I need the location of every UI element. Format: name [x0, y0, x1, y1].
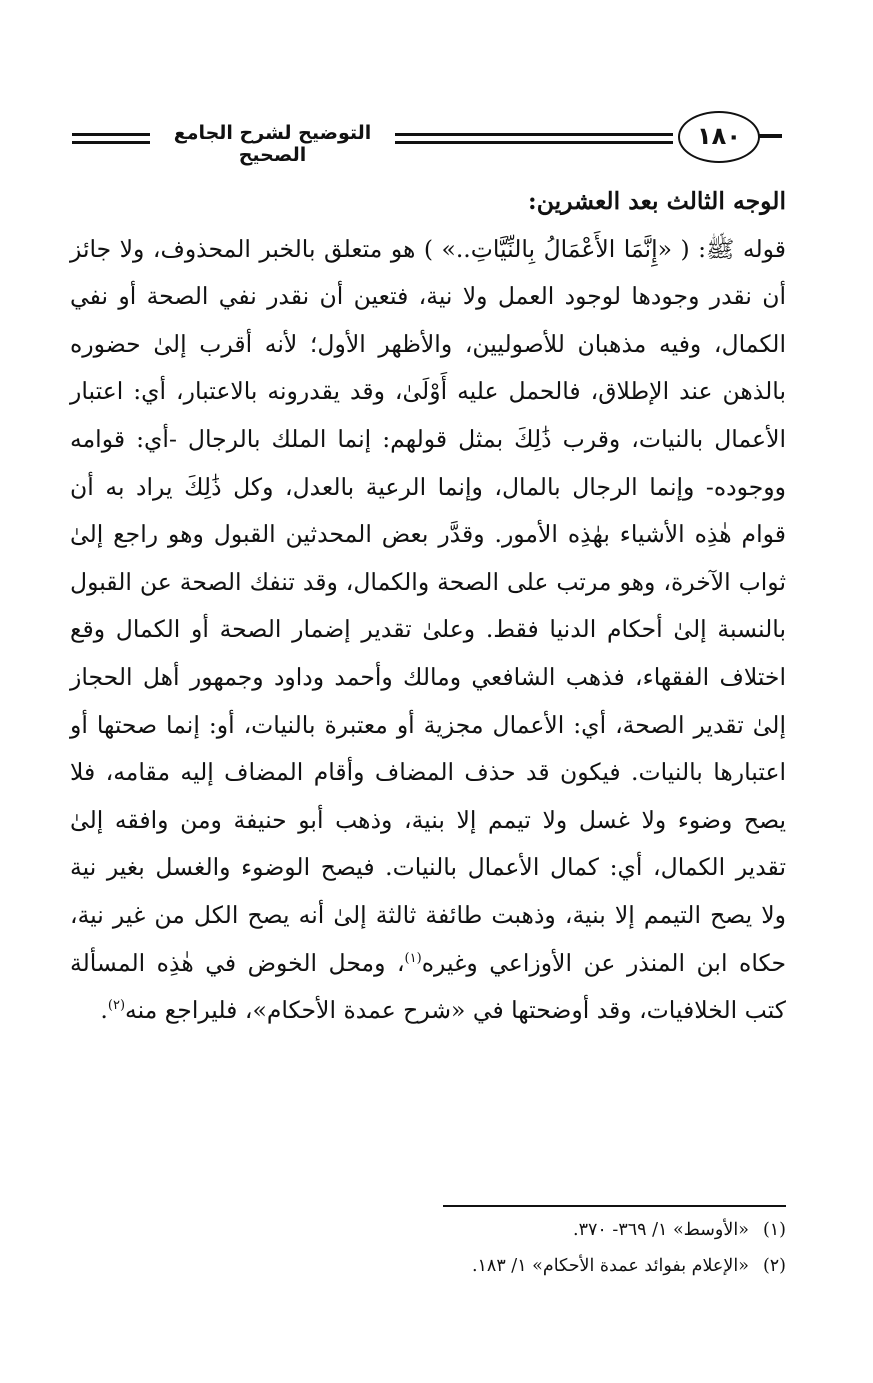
footnote-2 — [86, 1248, 786, 1284]
footnote-separator — [443, 1205, 786, 1207]
paragraph-text-continued: ، ومحل الخوض في هٰذِه المسألة كتب الخلافيات، وقد أوضحتها في «شرح عمدة الأحكام»، فليراجع منه — [70, 948, 786, 1025]
running-title: التوضيح لشرح الجامع الصحيح — [173, 122, 372, 166]
footnote-number: (١) — [762, 1220, 786, 1240]
header-double-rule-left — [72, 133, 150, 144]
footnotes — [86, 1212, 786, 1284]
footnote-text: «الإعلام بفوائد عمدة الأحكام» ١/ ١٨٣. — [471, 1256, 749, 1276]
footnote-number: (٢) — [762, 1256, 786, 1276]
page-number: ١٨٠ — [678, 111, 760, 163]
page-number-tail-ornament — [758, 134, 782, 138]
footnote-text: «الأوسط» ١/ ٣٦٩- ٣٧٠. — [573, 1220, 749, 1240]
paragraph-end: . — [100, 996, 108, 1025]
footnote-ref-2: (٢) — [107, 998, 126, 1014]
paragraph-text: قوله ﷺ: ( «إِنَّمَا الأَعْمَالُ بِالنِّيَّاتِ..» ) هو متعلق بالخبر المحذوف، ولا جائز أن نقدر وجودها لوجود العمل ولا نية، فتعين أن نقدر نفي الصحة أو نفي الكمال، وفيه مذهبان للأصوليين، والأظهر الأول؛ لأنه أقرب إلىٰ حضوره بالذهن عند الإطلاق، فالحمل عليه أَوْلَىٰ، وقد يقدرونه بالاعتبار، أي: اعتبار الأعمال بالنيات، وقرب ذَٰلِكَ بمثل قولهم: إنما الملك بالرجال -أي: قوامه ووجوده- وإنما الرجال بالمال، وإنما الرعية بالعدل، وكل ذَٰلِكَ يراد به أن قوام هٰذِه الأشياء بهٰذِه الأمور. وقدَّر بعض المحدثين القبول وهو راجع إلىٰ ثواب الآخرة، وهو مرتب على الصحة والكمال، وقد تنفك الصحة عن القبول بالنسبة إلىٰ أحكام الدنيا فقط. وعلىٰ تقدير إضمار الصحة أو الكمال وقع اختلاف الفقهاء، فذهب الشافعي ومالك وأحمد وداود وجمهور أهل الحجاز إلىٰ تقدير الصحة، أي: الأعمال مجزية أو معتبرة بالنيات، أو: إنما صحتها أو اعتبارها بالنيات. فيكون قد حذف المضاف وأقام المضاف إليه مقامه، فلا يصح وضوء ولا غسل ولا تيمم إلا بنية، وذهب أبو حنيفة ومن وافقه إلىٰ تقدير الكمال، أي: كمال الأعمال بالنيات. فيصح الوضوء والغسل بغير نية ولا يصح التيمم إلا بنية، وذهبت طائفة ثالثة إلىٰ أنه يصح الكل من غير نية، حكاه ابن المنذر عن الأوزاعي وغيره — [70, 234, 786, 977]
section-title: الوجه الثالث بعد العشرين: — [528, 187, 786, 215]
footnote-ref-1: (١) — [404, 950, 422, 966]
running-header — [70, 102, 782, 172]
main-paragraph — [70, 226, 786, 1035]
footnote-1 — [86, 1212, 786, 1248]
main-text — [70, 178, 786, 1035]
header-double-rule-middle — [395, 133, 673, 144]
